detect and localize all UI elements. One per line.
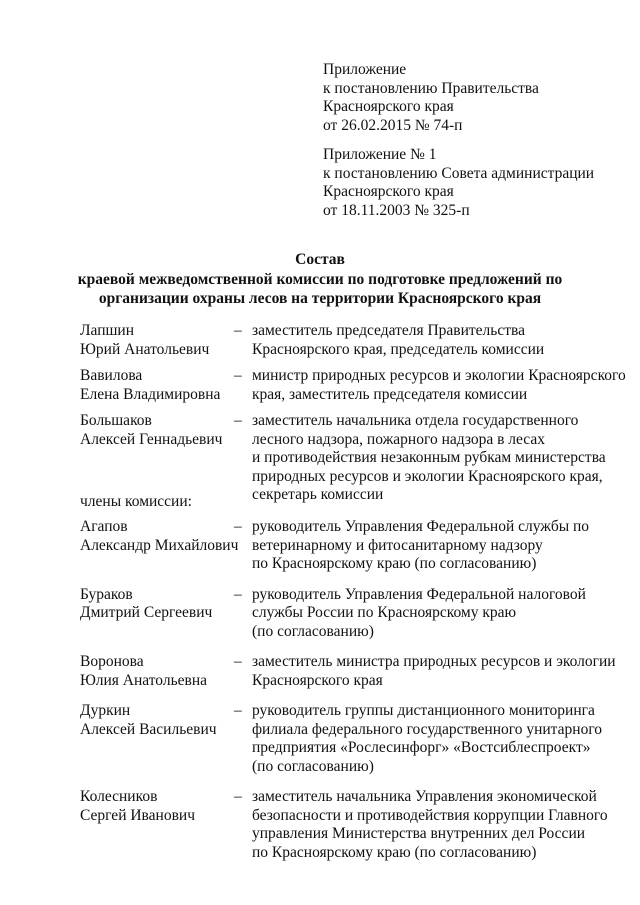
member-name-line: Колесников bbox=[80, 788, 158, 805]
member-role-line: (по согласованию) bbox=[252, 757, 374, 775]
member-dash: – bbox=[234, 585, 242, 603]
heading-subtitle-line: организации охраны лесов на территории Красноярского края bbox=[98, 290, 542, 307]
member-dash: – bbox=[234, 653, 242, 670]
member-role-line: предприятия «Рослесинфорг» «Востсиблеспроект» bbox=[252, 739, 591, 756]
member-name-line: Дмитрий Сергеевич bbox=[80, 604, 213, 621]
member-role-line: и противодействия незаконным рубкам министерства bbox=[252, 449, 606, 466]
member-role-line: руководитель группы дистанционного мониторинга bbox=[252, 702, 595, 719]
member-role-line: управления Министерства внутренних дел России bbox=[252, 825, 586, 842]
member-role bbox=[252, 367, 626, 404]
member-dash: – bbox=[234, 322, 242, 339]
member-name bbox=[80, 653, 230, 690]
appendix-line: к постановлению Правительства bbox=[323, 79, 539, 97]
members-list bbox=[80, 518, 625, 862]
appendix-line: от 26.02.2015 № 74-п bbox=[323, 116, 463, 134]
member-name-line: Лапшин bbox=[80, 322, 135, 339]
member-role bbox=[252, 788, 625, 862]
member-role-line: руководитель Управления Федеральной службы по bbox=[252, 518, 590, 535]
appendix-line: Приложение № 1 bbox=[323, 146, 437, 163]
member-name bbox=[80, 586, 230, 642]
member-name-line: Елена Владимировна bbox=[80, 385, 221, 403]
member-dash: – bbox=[234, 788, 242, 805]
member-name-line: Сергей Иванович bbox=[80, 806, 196, 824]
member-role-line: Красноярского края bbox=[252, 671, 383, 689]
member-role-line: Красноярского края, председатель комиссии bbox=[252, 340, 545, 358]
member-role-line: заместитель начальника отдела государственного bbox=[252, 412, 579, 429]
member-row bbox=[80, 653, 625, 690]
member-row bbox=[80, 518, 625, 574]
member-name-line: Юлия Анатольевна bbox=[80, 671, 208, 689]
member-name-line: Вавилова bbox=[80, 367, 143, 384]
document-heading bbox=[20, 250, 620, 309]
member-name-line: Юрий Анатольевич bbox=[80, 340, 210, 358]
member-role bbox=[252, 653, 625, 690]
appendix-line: от 18.11.2003 № 325-п bbox=[323, 201, 470, 219]
member-role-line: секретарь комиссии bbox=[252, 486, 384, 503]
member-row bbox=[80, 322, 625, 359]
heading-title: Состав bbox=[295, 251, 345, 268]
member-role-line: министр природных ресурсов и экологии Красноярского bbox=[252, 367, 626, 384]
member-role-line: заместитель министра природных ресурсов и экологии bbox=[252, 653, 616, 670]
member-name-line: Алексей Васильевич bbox=[80, 720, 217, 738]
member-name bbox=[80, 367, 230, 404]
member-name-line: Дуркин bbox=[80, 702, 131, 719]
member-role bbox=[252, 518, 625, 574]
member-role-line: службы России по Красноярскому краю bbox=[252, 604, 517, 621]
member-role bbox=[252, 322, 625, 359]
leadership-list bbox=[80, 322, 625, 505]
member-row bbox=[80, 412, 625, 505]
member-role-line: (по согласованию) bbox=[252, 622, 374, 640]
member-role-line: филиала федерального государственного унитарного bbox=[252, 720, 603, 738]
appendix-current-block bbox=[323, 61, 623, 135]
member-name bbox=[80, 322, 230, 359]
heading-subtitle-line: краевой межведомственной комиссии по подготовке предложений по bbox=[77, 270, 563, 288]
member-row bbox=[80, 702, 625, 776]
member-role bbox=[252, 412, 625, 505]
members-label: члены комиссии: bbox=[80, 493, 192, 510]
member-role-line: лесного надзора, пожарного надзора в лесах bbox=[252, 430, 546, 448]
member-row bbox=[80, 367, 625, 404]
appendix-line: Приложение bbox=[323, 61, 407, 78]
member-dash: – bbox=[234, 412, 242, 429]
member-role-line: заместитель председателя Правительства bbox=[252, 322, 526, 339]
member-row bbox=[80, 788, 625, 862]
member-name-line: Большаков bbox=[80, 412, 152, 429]
appendix-line: Красноярского края bbox=[323, 98, 454, 115]
member-name-line: Агапов bbox=[80, 518, 128, 535]
member-dash: – bbox=[234, 367, 242, 384]
appendix-original-block bbox=[323, 146, 623, 220]
member-role-line: заместитель начальника Управления экономической bbox=[252, 788, 597, 805]
appendix-line: к постановлению Совета администрации bbox=[323, 164, 595, 182]
appendix-line: Красноярского края bbox=[323, 183, 454, 200]
member-name-line: Воронова bbox=[80, 653, 144, 670]
member-dash: – bbox=[234, 518, 242, 535]
member-name-line: Алексей Геннадьевич bbox=[80, 430, 223, 448]
member-role-line: безопасности и противодействия коррупции Главного bbox=[252, 806, 608, 824]
member-name-line: Бураков bbox=[80, 585, 133, 603]
member-dash: – bbox=[234, 702, 242, 719]
member-role-line: по Красноярскому краю (по согласованию) bbox=[252, 843, 537, 861]
member-name bbox=[80, 518, 239, 574]
member-name bbox=[80, 788, 230, 862]
member-role-line: по Красноярскому краю (по согласованию) bbox=[252, 555, 537, 572]
member-row bbox=[80, 586, 625, 642]
member-role-line: ветеринарному и фитосанитарному надзору bbox=[252, 536, 543, 554]
member-role-line: руководитель Управления Федеральной налоговой bbox=[252, 585, 586, 603]
member-role-line: природных ресурсов и экологии Красноярского края, bbox=[252, 467, 603, 485]
member-name bbox=[80, 412, 230, 505]
member-role-line: края, заместитель председателя комиссии bbox=[252, 385, 528, 403]
member-role bbox=[252, 586, 625, 642]
member-role bbox=[252, 702, 625, 776]
member-name-line: Александр Михайлович bbox=[80, 536, 239, 554]
member-name bbox=[80, 702, 230, 776]
